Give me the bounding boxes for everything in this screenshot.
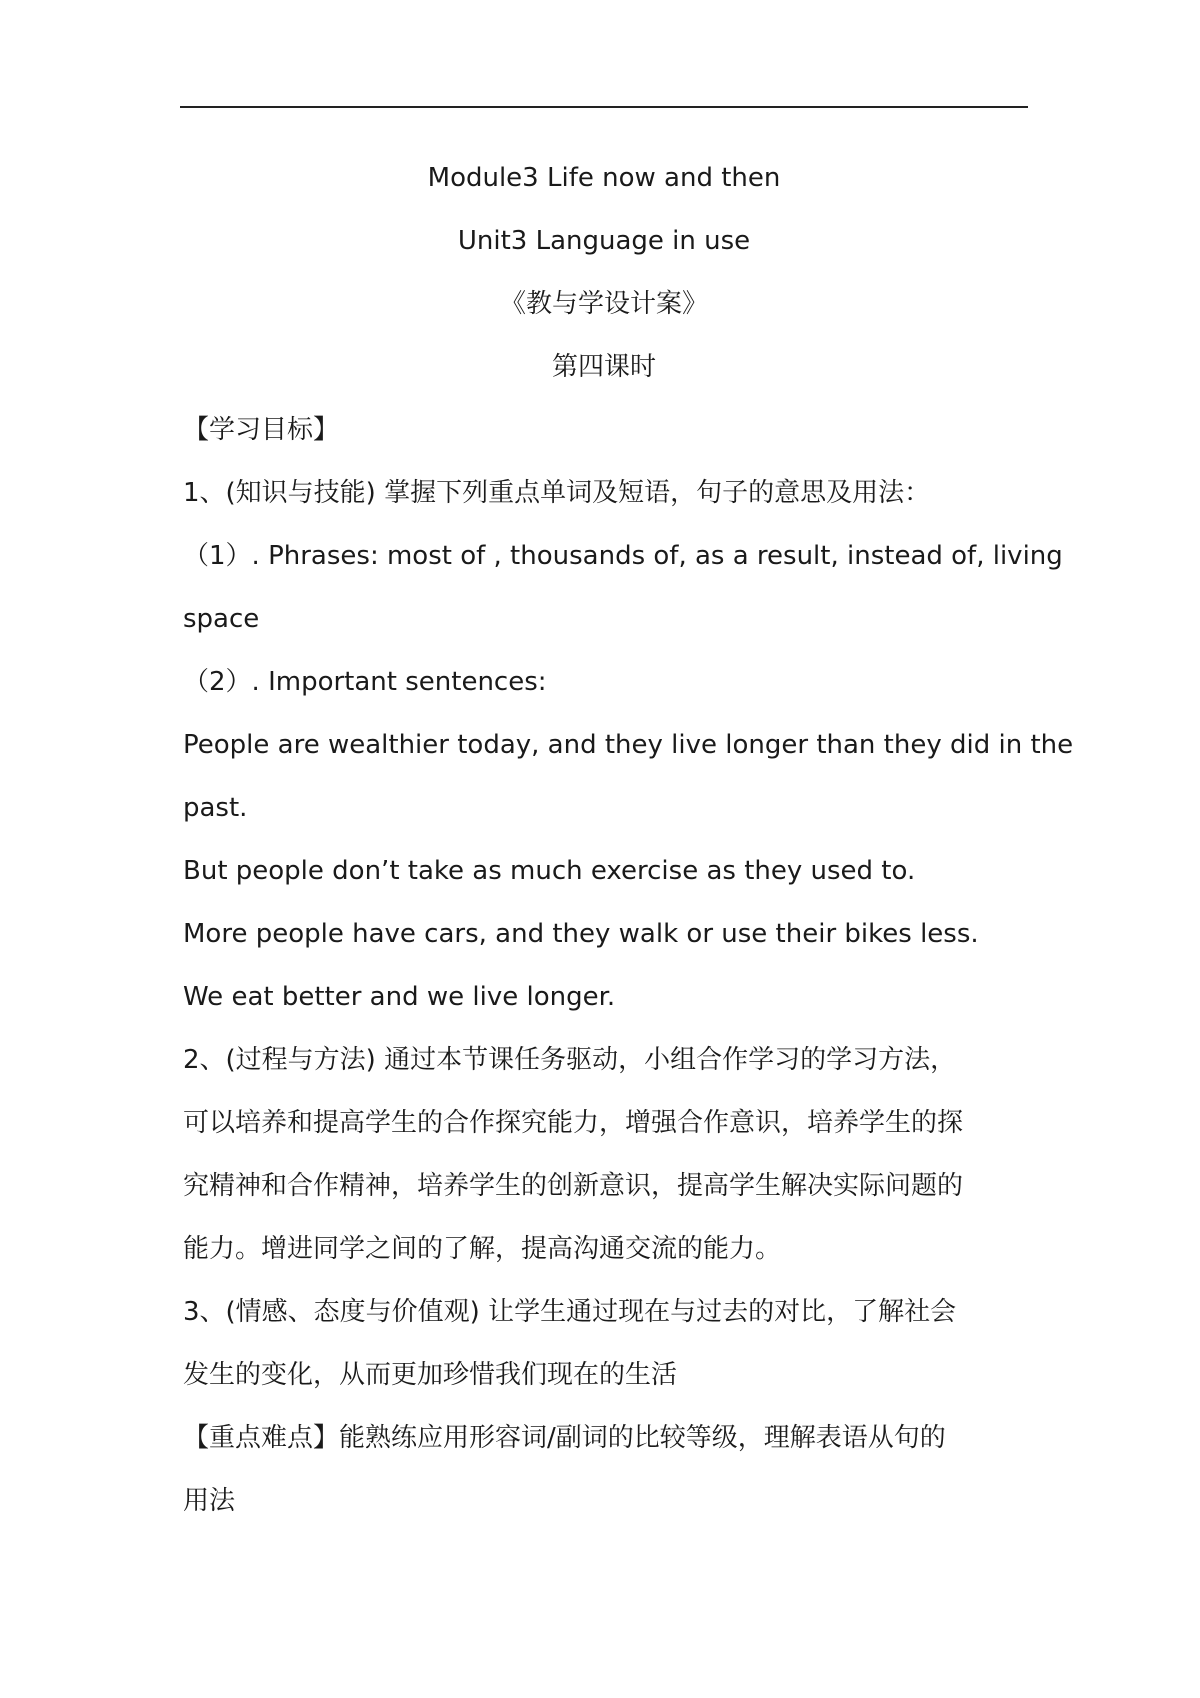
sentence-4: We eat better and we live longer. xyxy=(183,982,616,1012)
header-rule xyxy=(180,106,1028,108)
sentence-1-continued: past. xyxy=(183,793,248,823)
key-points-line-2: 用法 xyxy=(183,1486,236,1516)
sentence-1: People are wealthier today, and they live longer than they did in the xyxy=(183,730,1074,760)
objective-knowledge: 1、(知识与技能) 掌握下列重点单词及短语，句子的意思及用法： xyxy=(183,478,931,508)
phrases-line-continued: space xyxy=(183,604,260,634)
objective-values-line-2: 发生的变化，从而更加珍惜我们现在的生活 xyxy=(183,1360,678,1390)
sentences-heading: （2）. Important sentences: xyxy=(183,667,547,697)
objective-process-line-4: 能力。增进同学之间的了解，提高沟通交流的能力。 xyxy=(183,1234,782,1264)
sentence-3: More people have cars, and they walk or use their bikes less. xyxy=(183,919,979,949)
objective-process-line-3: 究精神和合作精神，培养学生的创新意识，提高学生解决实际问题的 xyxy=(183,1171,964,1201)
module-title: Module3 Life now and then xyxy=(427,163,781,193)
unit-title: Unit3 Language in use xyxy=(457,226,751,256)
phrases-line: （1）. Phrases: most of , thousands of, as a result, instead of, living xyxy=(183,541,1063,571)
objective-process-line-2: 可以培养和提高学生的合作探究能力，增强合作意识，培养学生的探 xyxy=(183,1108,964,1138)
objective-process-line-1: 2、(过程与方法) 通过本节课任务驱动，小组合作学习的学习方法， xyxy=(183,1045,957,1075)
sentence-2: But people don’t take as much exercise as they used to. xyxy=(183,856,916,886)
lesson-number: 第四课时 xyxy=(551,352,656,382)
key-points-line-1: 【重点难点】能熟练应用形容词/副词的比较等级，理解表语从句的 xyxy=(183,1423,946,1453)
document-type: 《教与学设计案》 xyxy=(499,289,708,319)
objectives-heading: 【学习目标】 xyxy=(183,415,340,445)
objective-values-line-1: 3、(情感、态度与价值观) 让学生通过现在与过去的对比，了解社会 xyxy=(183,1297,957,1327)
